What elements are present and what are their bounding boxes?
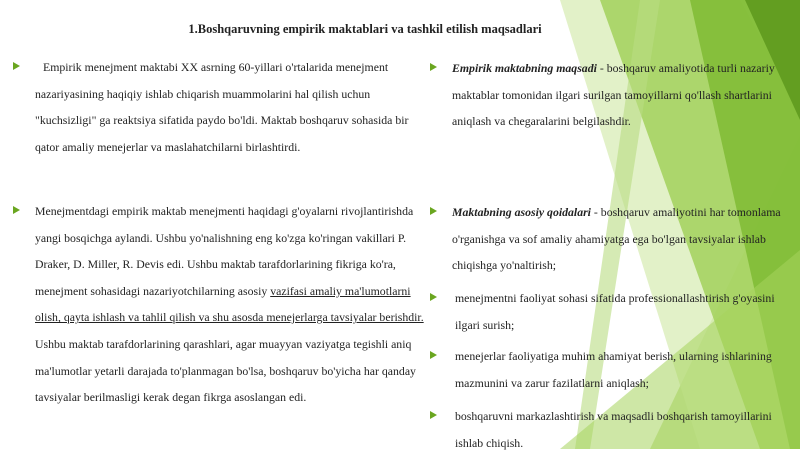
bullet-icon <box>13 62 20 70</box>
right-paragraph-2-heading: Maktabning asosiy qoidalari <box>452 205 591 219</box>
left-paragraph-2-end: Ushbu maktab tarafdorlarining qarashlari, agar muayyan vaziyatga tegishli aniq ma'lumotlar yetarli darajada to'planmagan bo'lsa, boshqaruv bo'yicha har qanday tavsiyalar berilmasligi kerak degan fikrga asoslangan edi. <box>35 336 416 405</box>
bullet-icon <box>430 351 437 359</box>
right-paragraph-4: menejerlar faoliyatiga muhim ahamiyat berish, ularning ishlarining mazmunini va zarur fazilatlarni aniqlash; <box>455 349 772 390</box>
bullet-icon <box>430 411 437 419</box>
bullet-icon <box>430 207 437 215</box>
bullet-icon <box>430 293 437 301</box>
left-paragraph-2-start: Menejmentdagi empirik maktab menejmenti haqidagi g'oyalarni rivojlantirishda yangi bosqichga aylandi. Ushbu yo'nalishning eng ko'zga ko'ringan vakillari P. Draker, D. Miller, R. Devis edi. Ushbu maktab tarafdorlarining fikriga ko'ra, menejment sohasidagi nazariyotchilarning asosiy <box>35 204 414 298</box>
right-paragraph-1 <box>452 55 782 135</box>
right-paragraph-1-text: - boshqaruv amaliyotida turli nazariy maktablar tomonidan ilgari surilgan tamoyillarni qo'llash shartlarini aniqlash va chegaralarini belgilashdir. <box>452 61 775 129</box>
right-paragraph-3: menejmentni faoliyat sohasi sifatida professionallashtirish g'oyasini ilgari surish; <box>455 291 775 332</box>
left-paragraph-1: Empirik menejment maktabi XX asrning 60-yillari o'rtalarida menejment nazariyasining haqiqiy ishlab chiqarish muammolarini hal qilish uchun "kuchsizligi" ga reaktsiya sifatida paydo bo'ldi. Maktab boshqaruv sohasida bir qator amaliy menejerlar va maslahatchilarni birlashtirdi. <box>35 60 409 154</box>
right-paragraph-1-heading: Empirik maktabning maqsadi <box>452 61 597 75</box>
slide-title: 1.Boshqaruvning empirik maktablari va tashkil etilish maqsadlari <box>188 22 542 36</box>
bullet-icon <box>13 206 20 214</box>
right-paragraph-2 <box>452 199 787 279</box>
right-paragraph-5: boshqaruvni markazlashtirish va maqsadli boshqarish tamoyillarini ishlab chiqish. <box>455 409 772 450</box>
bullet-icon <box>430 63 437 71</box>
left-paragraph-2 <box>35 198 425 411</box>
left-paragraph-2-underlined: vazifasi amaliy ma'lumotlarni olish, qayta ishlash va tahlil qilish va shu asosda menejerlarga tavsiyalar berishdir. <box>35 283 424 325</box>
right-paragraph-2-text: - boshqaruv amaliyotini har tomonlama o'rganishga va sof amaliy ahamiyatga ega bo'lgan tavsiyalar ishlab chiqishga yo'naltirish; <box>452 205 781 273</box>
